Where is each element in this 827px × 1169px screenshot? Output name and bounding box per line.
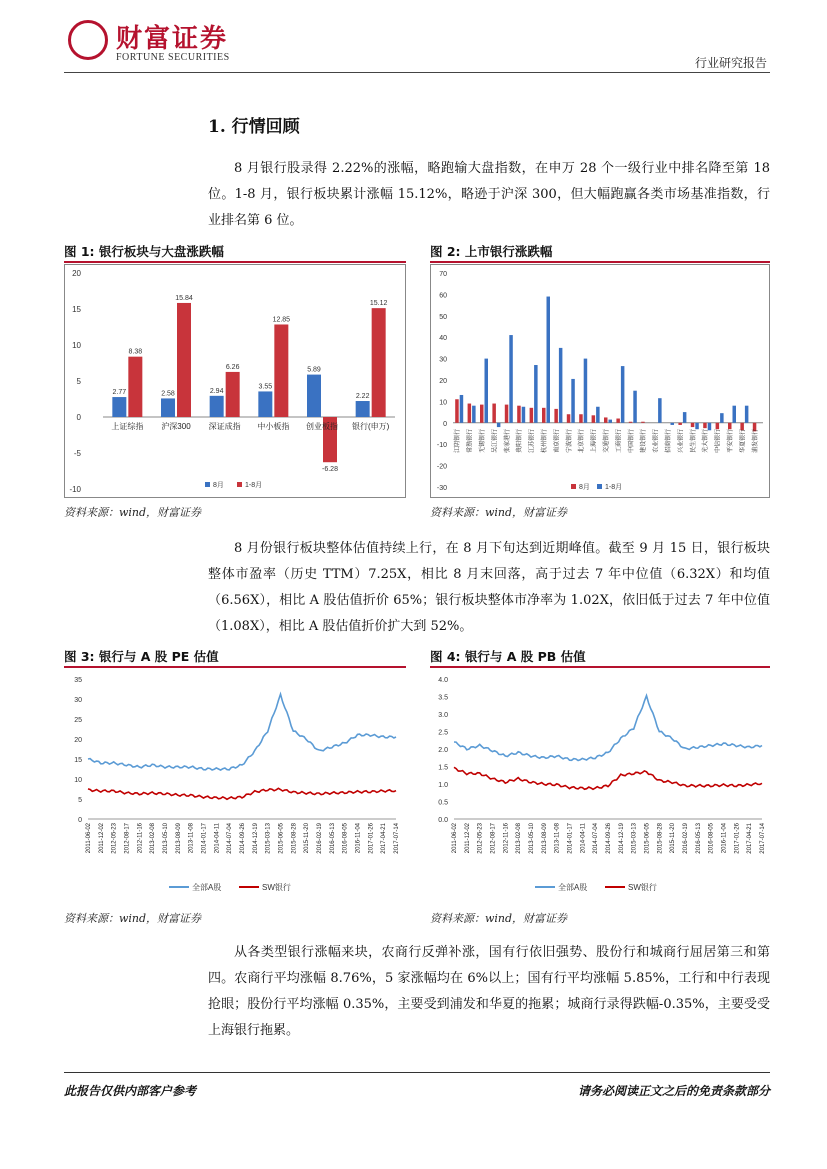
bar-aug: [307, 375, 321, 417]
bar-ytd: [547, 297, 551, 423]
bar-aug: [480, 405, 484, 423]
bar-ytd: [472, 406, 476, 423]
y-tick-label: 4.0: [438, 677, 448, 684]
category-label: 宁波银行: [566, 428, 573, 453]
x-tick-label: 2014-12-19: [252, 823, 259, 854]
section-title: 1. 行情回顾: [208, 117, 300, 137]
y-tick-label: 1.5: [438, 764, 448, 772]
y-tick-label: 5: [76, 377, 81, 386]
figure-2-title: 图 2: 上市银行涨跌幅: [430, 244, 553, 259]
legend-label: SW银行: [628, 883, 657, 892]
bar-aug: [716, 423, 720, 429]
y-tick-label: 0: [78, 817, 82, 824]
bar-aug: [604, 417, 608, 422]
figure-1-title: 图 1: 银行板块与大盘涨跌幅: [64, 244, 224, 259]
bar-ytd: [509, 335, 513, 423]
bar-ytd: [571, 379, 575, 423]
x-tick-label: 2015-03-13: [631, 823, 638, 854]
bar-ytd: [658, 398, 662, 423]
x-tick-label: 2015-11-20: [670, 823, 677, 854]
category-label: 光大银行: [703, 428, 710, 453]
bar-ytd: [671, 423, 675, 425]
legend-label: SW银行: [262, 883, 291, 892]
x-tick-label: 2015-06-05: [644, 823, 651, 854]
header-divider: [64, 72, 770, 73]
chart-3: [64, 669, 406, 901]
x-tick-label: 2012-05-23: [111, 823, 118, 854]
bar-aug: [567, 414, 571, 423]
category-label: 民生银行: [690, 428, 697, 453]
chart-4-frame: [430, 669, 770, 903]
bar-ytd: [596, 407, 600, 423]
x-tick-label: 2016-11-04: [721, 823, 728, 854]
chart-2: [431, 265, 769, 497]
bar-ytd: [745, 406, 749, 423]
bar-aug: [629, 422, 633, 423]
category-label: 吴江银行: [492, 428, 499, 453]
x-tick-label: 2016-08-05: [708, 823, 715, 854]
data-label: 15.84: [175, 294, 193, 302]
x-tick-label: 2017-04-21: [747, 823, 754, 854]
bar-ytd: [274, 324, 288, 417]
bar-aug: [542, 408, 546, 423]
bar-ytd: [621, 366, 625, 423]
category-label: 华夏银行: [740, 428, 747, 453]
figure-4-title: 图 4: 银行与 A 股 PB 估值: [430, 649, 586, 664]
x-tick-label: 2015-08-28: [291, 823, 298, 854]
chart-1-frame: [64, 264, 406, 498]
x-tick-label: 2011-06-02: [86, 823, 92, 854]
y-tick-label: 60: [439, 292, 447, 300]
legend-label: 全部A股: [192, 883, 222, 892]
bar-aug: [579, 414, 583, 423]
bar-ytd: [559, 348, 563, 423]
x-tick-label: 2013-11-08: [554, 823, 561, 854]
category-label: 深证成指: [208, 422, 241, 431]
category-label: 杭州银行: [542, 428, 548, 453]
x-tick-label: 2013-05-10: [529, 823, 535, 854]
figure-1-rule: [64, 261, 406, 263]
data-label: 15.12: [369, 300, 388, 308]
category-label: 南京银行: [554, 428, 561, 453]
figure-4-source: 资料来源：wind，财富证券: [430, 912, 568, 925]
category-label: 招商银行: [666, 428, 672, 453]
category-label: 北京银行: [579, 428, 586, 453]
bar-ytd: [226, 372, 240, 417]
y-tick-label: 20: [439, 378, 447, 385]
data-label: 2.58: [161, 390, 175, 398]
bar-ytd: [683, 412, 687, 423]
x-tick-label: 2014-07-04: [593, 823, 600, 854]
x-tick-label: 2013-11-08: [188, 823, 195, 854]
bar-aug: [678, 423, 682, 425]
x-tick-label: 2017-01-26: [368, 823, 375, 854]
x-tick-label: 2015-08-28: [657, 823, 664, 854]
y-tick-label: 0: [76, 413, 81, 422]
legend-label: 1-8月: [605, 484, 623, 491]
figure-3-rule: [64, 666, 406, 668]
y-tick-label: 10: [72, 341, 81, 350]
x-tick-label: 2015-03-13: [265, 823, 272, 854]
paragraph-1: 8 月银行股录得 2.22%的涨幅，略跑输大盘指数，在申万 28 个一级行业中排名降至第 18 位。1-8 月，银行板块累计涨幅 15.12%，略逊于沪深 300，但大幅跑赢各类市场基准指数，行业排名第 6 位。: [208, 161, 770, 228]
x-tick-label: 2015-11-20: [304, 823, 311, 854]
x-tick-label: 2014-09-26: [240, 823, 246, 854]
chart-4: [430, 669, 770, 901]
category-label: 兴业银行: [678, 428, 685, 453]
category-label: 江阴银行: [455, 428, 462, 453]
bar-aug: [468, 404, 472, 423]
x-tick-label: 2016-02-19: [683, 823, 689, 854]
report-type: 行业研究报告: [694, 56, 767, 70]
category-label: 中信银行: [715, 428, 722, 453]
bar-aug: [112, 397, 126, 417]
bar-ytd: [460, 395, 464, 423]
y-tick-label: 70: [439, 271, 447, 278]
data-label: 12.85: [272, 316, 291, 324]
category-label: 贵阳银行: [517, 428, 524, 453]
bar-ytd: [372, 308, 386, 417]
y-tick-label: 0: [443, 420, 447, 428]
bar-ytd: [584, 359, 588, 423]
y-tick-label: -5: [73, 449, 81, 458]
x-tick-label: 2014-07-04: [227, 823, 234, 854]
category-label: 农业银行: [653, 428, 660, 453]
category-label: 上海银行: [591, 428, 598, 453]
bar-aug: [505, 405, 509, 423]
bar-aug: [530, 408, 534, 423]
y-tick-label: -10: [69, 485, 81, 494]
footer-divider: [64, 1072, 770, 1073]
category-label: 张家港行: [504, 428, 511, 453]
x-tick-label: 2016-11-04: [355, 823, 362, 854]
data-label: -6.28: [322, 466, 338, 474]
bar-ytd: [609, 420, 613, 423]
data-label: 6.26: [225, 363, 240, 371]
bar-ytd: [720, 413, 724, 423]
x-tick-label: 2013-08-09: [175, 823, 182, 854]
y-tick-label: 0.5: [438, 799, 448, 807]
x-tick-label: 2014-01-17: [567, 823, 574, 854]
data-label: 5.89: [307, 366, 321, 374]
series-line: [88, 694, 396, 770]
y-tick-label: 2.0: [438, 747, 448, 754]
category-label: 建设银行: [641, 428, 648, 453]
legend-label: 全部A股: [558, 883, 588, 892]
y-tick-label: 15: [72, 305, 81, 314]
bar-aug: [356, 401, 370, 417]
category-label: 上证综指: [111, 422, 144, 431]
x-tick-label: 2016-05-13: [695, 823, 702, 854]
x-tick-label: 2011-12-02: [98, 823, 105, 854]
y-tick-label: 10: [439, 399, 447, 407]
category-label: 中小板指: [257, 422, 290, 431]
logo-text: 财富证券: [116, 24, 229, 54]
figure-2-rule: [430, 261, 770, 263]
x-tick-label: 2013-02-08: [516, 823, 523, 854]
legend-label: 8月: [579, 484, 590, 491]
x-tick-label: 2013-02-08: [150, 823, 157, 854]
y-tick-label: 40: [439, 335, 447, 343]
chart-3-frame: [64, 669, 406, 903]
category-label: 交通银行: [604, 428, 610, 453]
y-tick-label: -10: [436, 442, 447, 450]
bar-aug: [641, 422, 645, 423]
chart-2-frame: [430, 264, 770, 498]
y-tick-label: 50: [439, 313, 447, 321]
y-tick-label: 3.5: [438, 694, 448, 702]
legend-swatch-ytd: [597, 484, 602, 489]
y-tick-label: 30: [439, 356, 447, 364]
x-tick-label: 2014-12-19: [618, 823, 625, 854]
paragraph-2: 8 月份银行板块整体估值持续上行，在 8 月下旬达到近期峰值。截至 9 月 15 日，银行板块整体市盈率（历史 TTM）7.25X，相比 8 月末回落，高于过去 7 年中位值（6.32X）和均值（6.56X），相比 A 股估值折价 65%；银行板块整体市净率为 1.02X，依旧低于过去 7 年中位值（1.08X），相比 A 股估值折价扩大到 52%。: [208, 541, 770, 634]
bar-ytd: [485, 359, 489, 423]
x-tick-label: 2017-01-26: [734, 823, 741, 854]
y-tick-label: 20: [72, 269, 81, 278]
figure-1-source: 资料来源：wind，财富证券: [64, 506, 202, 519]
footer-left: 此报告仅供内部客户参考: [64, 1084, 197, 1098]
bar-aug: [554, 409, 558, 423]
x-tick-label: 2015-06-05: [278, 823, 285, 854]
legend-label: 8月: [213, 482, 224, 489]
y-tick-label: 0.0: [438, 817, 448, 824]
x-tick-label: 2014-01-17: [201, 823, 208, 854]
x-tick-label: 2012-05-23: [477, 823, 484, 854]
category-label: 无锡银行: [480, 428, 486, 453]
figure-4-rule: [430, 666, 770, 668]
category-label: 浦发银行: [752, 428, 759, 453]
bar-ytd: [177, 303, 191, 417]
y-tick-label: 2.5: [438, 729, 448, 737]
series-line: [88, 788, 396, 799]
y-tick-label: 35: [74, 677, 82, 684]
data-label: 2.94: [209, 387, 224, 395]
bar-aug: [728, 423, 732, 429]
x-tick-label: 2012-08-17: [124, 823, 131, 854]
category-label: 平安银行: [728, 428, 734, 453]
y-tick-label: 30: [74, 697, 82, 704]
x-tick-label: 2014-09-26: [606, 823, 612, 854]
bar-ytd: [733, 406, 737, 423]
x-tick-label: 2011-12-02: [464, 823, 471, 854]
category-label: 创业板指: [306, 422, 338, 431]
bar-ytd: [128, 357, 142, 417]
bar-aug: [691, 423, 695, 427]
data-label: 3.55: [258, 383, 273, 391]
series-line: [454, 696, 762, 761]
series-line: [454, 767, 762, 789]
x-tick-label: 2013-05-10: [163, 823, 169, 854]
y-tick-label: 15: [74, 757, 82, 764]
x-tick-label: 2017-04-21: [381, 823, 388, 854]
x-tick-label: 2016-05-13: [329, 823, 336, 854]
bar-ytd: [534, 365, 538, 423]
legend-swatch-ytd: [237, 482, 242, 487]
y-tick-label: 3.0: [438, 712, 448, 719]
category-label: 江苏银行: [529, 428, 536, 453]
x-tick-label: 2016-02-19: [317, 823, 323, 854]
footer-right: 请务必阅读正文之后的免责条款部分: [577, 1084, 770, 1098]
bar-aug: [616, 419, 620, 423]
x-tick-label: 2014-04-11: [214, 823, 221, 854]
bar-ytd: [522, 407, 526, 423]
legend-swatch-aug: [205, 482, 210, 487]
bar-aug: [592, 415, 596, 422]
data-label: 2.22: [355, 393, 370, 401]
bar-aug: [455, 399, 459, 423]
logo-icon: [68, 20, 108, 60]
y-tick-label: 1.0: [438, 782, 448, 789]
bar-aug: [703, 423, 707, 428]
category-label: 沪深300: [161, 422, 191, 431]
chart-1: [65, 265, 405, 497]
x-tick-label: 2017-07-14: [394, 823, 400, 854]
x-tick-label: 2012-11-16: [137, 823, 144, 854]
paragraph-3: 从各类型银行涨幅来块，农商行反弹补涨，国有行依旧强势、股份行和城商行屈居第三和第四。农商行平均涨幅 8.76%，5 家涨幅均在 6%以上；国有行平均涨幅 5.85%，工行和中行表现抢眼；股份行平均涨幅 0.35%，主要受到浦发和华夏的拖累；城商行录得跌幅-0.35%，主要受受上海银行拖累。: [208, 945, 770, 1038]
y-tick-label: 5: [78, 797, 82, 804]
bar-aug: [492, 404, 496, 423]
bar-aug: [161, 398, 175, 417]
logo-english: FORTUNE SECURITIES: [116, 52, 230, 63]
figure-3-title: 图 3: 银行与 A 股 PE 估值: [64, 649, 219, 664]
y-tick-label: 25: [74, 717, 82, 724]
category-label: 工商银行: [616, 428, 623, 453]
x-tick-label: 2013-08-09: [541, 823, 548, 854]
legend-label: 1-8月: [245, 482, 263, 489]
x-tick-label: 2014-04-11: [580, 823, 587, 854]
data-label: 2.77: [112, 389, 127, 397]
bar-aug: [210, 396, 224, 417]
bar-ytd: [633, 391, 637, 423]
figure-3-source: 资料来源：wind，财富证券: [64, 912, 202, 925]
bar-ytd: [695, 423, 699, 429]
x-tick-label: 2012-08-17: [490, 823, 497, 854]
bar-aug: [517, 406, 521, 423]
y-tick-label: 20: [74, 737, 82, 744]
bar-ytd: [497, 423, 501, 427]
x-tick-label: 2016-08-05: [342, 823, 349, 854]
data-label: 8.38: [128, 348, 143, 356]
category-label: 银行(申万): [352, 422, 390, 431]
bar-aug: [258, 391, 272, 417]
figure-2-source: 资料来源：wind，财富证券: [430, 506, 568, 519]
y-tick-label: 10: [74, 777, 82, 784]
x-tick-label: 2012-11-16: [503, 823, 510, 854]
category-label: 中国银行: [628, 428, 635, 453]
y-tick-label: -30: [436, 485, 447, 492]
category-label: 常熟银行: [467, 428, 474, 453]
x-tick-label: 2017-07-14: [760, 823, 766, 854]
x-tick-label: 2011-06-02: [452, 823, 458, 854]
legend-swatch-aug: [571, 484, 576, 489]
y-tick-label: -20: [436, 463, 447, 471]
